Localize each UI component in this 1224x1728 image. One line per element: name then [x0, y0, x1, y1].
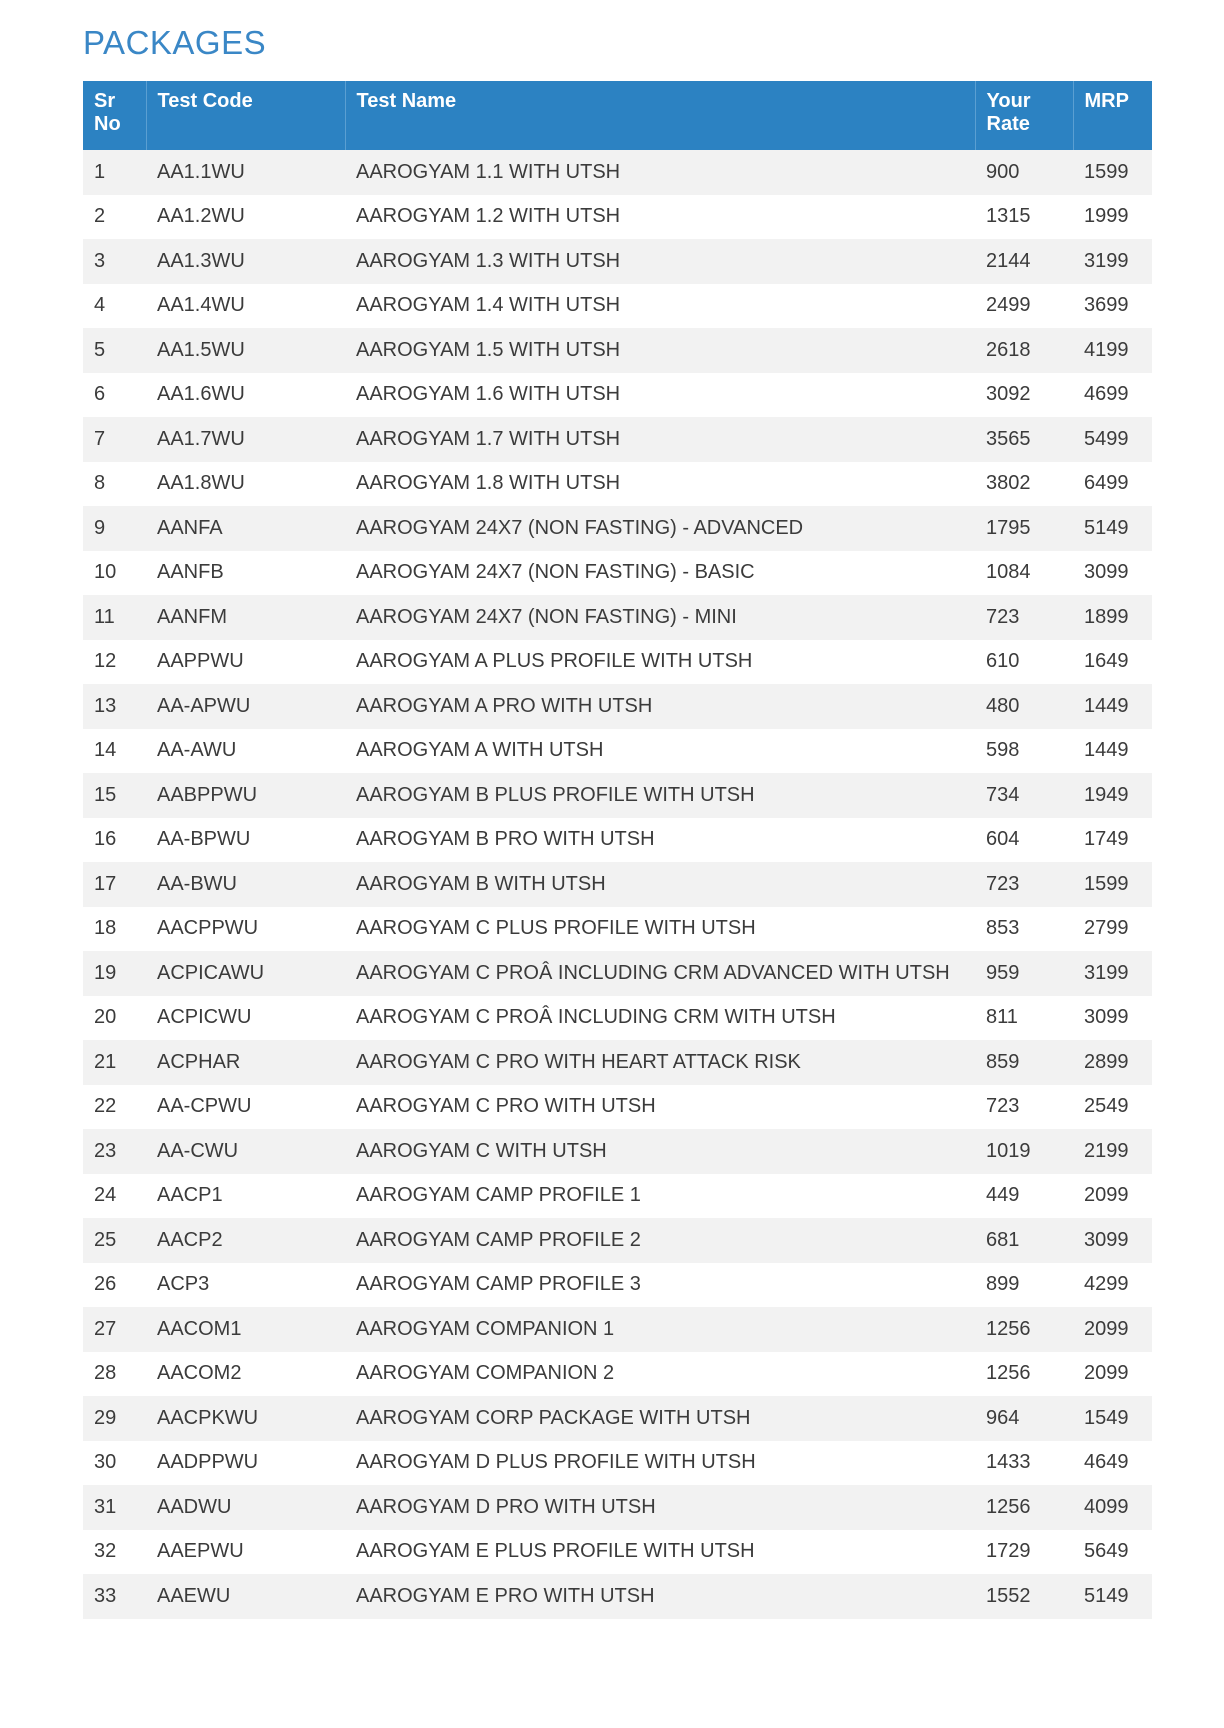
cell-test-code: AACP1 [146, 1174, 345, 1219]
table-header [83, 81, 1152, 150]
cell-test-code: AAEWU [146, 1574, 345, 1619]
table-row [83, 284, 1152, 329]
cell-mrp: 1999 [1073, 195, 1152, 240]
cell-your-rate: 3092 [975, 373, 1073, 418]
cell-sr-no: 10 [83, 551, 146, 596]
cell-test-code: AACPKWU [146, 1396, 345, 1441]
cell-mrp: 4299 [1073, 1263, 1152, 1308]
table-row [83, 729, 1152, 774]
cell-your-rate: 2618 [975, 328, 1073, 373]
header-your-rate-label: Your Rate [986, 90, 1031, 135]
table-row [83, 462, 1152, 507]
table-row [83, 640, 1152, 685]
cell-mrp: 2549 [1073, 1085, 1152, 1130]
cell-test-code: AAEPWU [146, 1530, 345, 1575]
cell-test-code: AANFM [146, 595, 345, 640]
cell-your-rate: 723 [975, 595, 1073, 640]
cell-sr-no: 30 [83, 1441, 146, 1486]
cell-test-code: AA1.1WU [146, 150, 345, 195]
cell-test-name: AAROGYAM CAMP PROFILE 2 [345, 1218, 975, 1263]
cell-mrp: 2199 [1073, 1129, 1152, 1174]
cell-mrp: 5499 [1073, 417, 1152, 462]
cell-mrp: 3199 [1073, 951, 1152, 996]
cell-your-rate: 1315 [975, 195, 1073, 240]
cell-your-rate: 3565 [975, 417, 1073, 462]
cell-mrp: 1599 [1073, 862, 1152, 907]
cell-test-name: AAROGYAM C PRO WITH HEART ATTACK RISK [345, 1040, 975, 1085]
cell-test-code: ACP3 [146, 1263, 345, 1308]
table-row [83, 551, 1152, 596]
cell-mrp: 2799 [1073, 907, 1152, 952]
cell-test-name: AAROGYAM A PRO WITH UTSH [345, 684, 975, 729]
table-row [83, 195, 1152, 240]
cell-mrp: 3099 [1073, 551, 1152, 596]
cell-your-rate: 1256 [975, 1352, 1073, 1397]
cell-test-code: ACPICAWU [146, 951, 345, 996]
cell-test-code: AA-AWU [146, 729, 345, 774]
cell-sr-no: 8 [83, 462, 146, 507]
table-row [83, 239, 1152, 284]
cell-test-code: AA-CWU [146, 1129, 345, 1174]
cell-your-rate: 1019 [975, 1129, 1073, 1174]
cell-your-rate: 480 [975, 684, 1073, 729]
cell-test-name: AAROGYAM COMPANION 1 [345, 1307, 975, 1352]
table-row [83, 1263, 1152, 1308]
cell-test-name: AAROGYAM C PLUS PROFILE WITH UTSH [345, 907, 975, 952]
header-test-code-label: Test Code [157, 90, 253, 112]
table-row [83, 684, 1152, 729]
cell-mrp: 4649 [1073, 1441, 1152, 1486]
cell-your-rate: 723 [975, 1085, 1073, 1130]
cell-test-code: AADWU [146, 1485, 345, 1530]
cell-test-code: AA1.3WU [146, 239, 345, 284]
cell-sr-no: 28 [83, 1352, 146, 1397]
cell-mrp: 1549 [1073, 1396, 1152, 1441]
cell-test-code: AABPPWU [146, 773, 345, 818]
cell-sr-no: 2 [83, 195, 146, 240]
cell-sr-no: 11 [83, 595, 146, 640]
cell-test-name: AAROGYAM 1.2 WITH UTSH [345, 195, 975, 240]
cell-sr-no: 16 [83, 818, 146, 863]
cell-test-name: AAROGYAM E PRO WITH UTSH [345, 1574, 975, 1619]
table-row [83, 1485, 1152, 1530]
cell-test-name: AAROGYAM 1.5 WITH UTSH [345, 328, 975, 373]
cell-your-rate: 610 [975, 640, 1073, 685]
cell-test-code: AA1.4WU [146, 284, 345, 329]
header-sr-no-label: Sr No [94, 90, 121, 135]
cell-test-name: AAROGYAM 1.4 WITH UTSH [345, 284, 975, 329]
cell-test-name: AAROGYAM CAMP PROFILE 3 [345, 1263, 975, 1308]
page-title: PACKAGES [83, 24, 267, 61]
cell-test-code: AA1.5WU [146, 328, 345, 373]
cell-test-name: AAROGYAM 1.1 WITH UTSH [345, 150, 975, 195]
cell-test-code: AA-BPWU [146, 818, 345, 863]
cell-mrp: 1449 [1073, 729, 1152, 774]
table-body [83, 150, 1152, 1619]
cell-test-name: AAROGYAM B PLUS PROFILE WITH UTSH [345, 773, 975, 818]
cell-your-rate: 859 [975, 1040, 1073, 1085]
cell-mrp: 4199 [1073, 328, 1152, 373]
cell-test-name: AAROGYAM 1.8 WITH UTSH [345, 462, 975, 507]
cell-sr-no: 21 [83, 1040, 146, 1085]
cell-your-rate: 3802 [975, 462, 1073, 507]
cell-test-code: AA-BWU [146, 862, 345, 907]
cell-mrp: 3099 [1073, 996, 1152, 1041]
cell-mrp: 5649 [1073, 1530, 1152, 1575]
cell-test-name: AAROGYAM 24X7 (NON FASTING) - MINI [345, 595, 975, 640]
cell-test-code: AANFB [146, 551, 345, 596]
cell-your-rate: 2499 [975, 284, 1073, 329]
cell-sr-no: 25 [83, 1218, 146, 1263]
cell-test-code: AA1.6WU [146, 373, 345, 418]
cell-mrp: 2099 [1073, 1307, 1152, 1352]
cell-test-name: AAROGYAM D PRO WITH UTSH [345, 1485, 975, 1530]
cell-test-code: AACPPWU [146, 907, 345, 952]
table-row [83, 862, 1152, 907]
cell-test-name: AAROGYAM CAMP PROFILE 1 [345, 1174, 975, 1219]
cell-mrp: 3099 [1073, 1218, 1152, 1263]
table-row [83, 1352, 1152, 1397]
cell-your-rate: 598 [975, 729, 1073, 774]
table-row [83, 1218, 1152, 1263]
cell-mrp: 1449 [1073, 684, 1152, 729]
cell-sr-no: 13 [83, 684, 146, 729]
header-mrp [1073, 81, 1152, 150]
table-row [83, 417, 1152, 462]
cell-your-rate: 1256 [975, 1485, 1073, 1530]
header-test-name-label: Test Name [356, 90, 457, 112]
cell-mrp: 1899 [1073, 595, 1152, 640]
cell-sr-no: 17 [83, 862, 146, 907]
cell-your-rate: 604 [975, 818, 1073, 863]
table-row [83, 996, 1152, 1041]
cell-sr-no: 33 [83, 1574, 146, 1619]
cell-sr-no: 20 [83, 996, 146, 1041]
cell-sr-no: 18 [83, 907, 146, 952]
table-row [83, 1530, 1152, 1575]
table-row [83, 907, 1152, 952]
table-row [83, 1307, 1152, 1352]
cell-mrp: 2899 [1073, 1040, 1152, 1085]
cell-sr-no: 23 [83, 1129, 146, 1174]
table-row [83, 150, 1152, 195]
cell-your-rate: 1729 [975, 1530, 1073, 1575]
cell-mrp: 1949 [1073, 773, 1152, 818]
cell-your-rate: 449 [975, 1174, 1073, 1219]
cell-sr-no: 9 [83, 506, 146, 551]
table-row [83, 1396, 1152, 1441]
cell-mrp: 6499 [1073, 462, 1152, 507]
cell-your-rate: 681 [975, 1218, 1073, 1263]
cell-test-name: AAROGYAM CORP PACKAGE WITH UTSH [345, 1396, 975, 1441]
header-test-code [146, 81, 345, 150]
cell-mrp: 1649 [1073, 640, 1152, 685]
cell-test-name: AAROGYAM E PLUS PROFILE WITH UTSH [345, 1530, 975, 1575]
table-row [83, 1085, 1152, 1130]
cell-test-code: AAPPWU [146, 640, 345, 685]
cell-sr-no: 6 [83, 373, 146, 418]
cell-test-code: AANFA [146, 506, 345, 551]
cell-test-name: AAROGYAM C PROÂ INCLUDING CRM WITH UTSH [345, 996, 975, 1041]
cell-test-name: AAROGYAM 1.3 WITH UTSH [345, 239, 975, 284]
cell-sr-no: 12 [83, 640, 146, 685]
cell-sr-no: 14 [83, 729, 146, 774]
cell-sr-no: 3 [83, 239, 146, 284]
header-sr-no [83, 81, 146, 150]
cell-test-name: AAROGYAM 24X7 (NON FASTING) - BASIC [345, 551, 975, 596]
table-row [83, 951, 1152, 996]
cell-sr-no: 1 [83, 150, 146, 195]
cell-test-code: AACP2 [146, 1218, 345, 1263]
cell-test-code: AACOM1 [146, 1307, 345, 1352]
table-row [83, 1174, 1152, 1219]
cell-mrp: 4099 [1073, 1485, 1152, 1530]
table-row [83, 818, 1152, 863]
cell-sr-no: 27 [83, 1307, 146, 1352]
cell-test-name: AAROGYAM C WITH UTSH [345, 1129, 975, 1174]
header-test-name [345, 81, 975, 150]
cell-test-name: AAROGYAM A WITH UTSH [345, 729, 975, 774]
cell-test-name: AAROGYAM 1.6 WITH UTSH [345, 373, 975, 418]
cell-your-rate: 900 [975, 150, 1073, 195]
cell-sr-no: 4 [83, 284, 146, 329]
header-your-rate [975, 81, 1073, 150]
cell-mrp: 4699 [1073, 373, 1152, 418]
cell-sr-no: 29 [83, 1396, 146, 1441]
cell-test-code: AA1.7WU [146, 417, 345, 462]
cell-sr-no: 22 [83, 1085, 146, 1130]
packages-table [83, 81, 1152, 1619]
cell-sr-no: 32 [83, 1530, 146, 1575]
cell-sr-no: 5 [83, 328, 146, 373]
cell-sr-no: 19 [83, 951, 146, 996]
cell-your-rate: 1256 [975, 1307, 1073, 1352]
cell-mrp: 1599 [1073, 150, 1152, 195]
cell-your-rate: 811 [975, 996, 1073, 1041]
cell-test-name: AAROGYAM 1.7 WITH UTSH [345, 417, 975, 462]
cell-test-name: AAROGYAM 24X7 (NON FASTING) - ADVANCED [345, 506, 975, 551]
table-row [83, 773, 1152, 818]
cell-your-rate: 734 [975, 773, 1073, 818]
table-row [83, 1040, 1152, 1085]
cell-sr-no: 26 [83, 1263, 146, 1308]
cell-mrp: 1749 [1073, 818, 1152, 863]
cell-test-code: AA-CPWU [146, 1085, 345, 1130]
cell-test-name: AAROGYAM D PLUS PROFILE WITH UTSH [345, 1441, 975, 1486]
table-row [83, 328, 1152, 373]
cell-mrp: 3199 [1073, 239, 1152, 284]
cell-test-name: AAROGYAM C PROÂ INCLUDING CRM ADVANCED WITH UTSH [345, 951, 975, 996]
cell-sr-no: 15 [83, 773, 146, 818]
cell-sr-no: 24 [83, 1174, 146, 1219]
cell-your-rate: 1552 [975, 1574, 1073, 1619]
cell-test-name: AAROGYAM A PLUS PROFILE WITH UTSH [345, 640, 975, 685]
table-row [83, 1129, 1152, 1174]
cell-sr-no: 31 [83, 1485, 146, 1530]
cell-test-name: AAROGYAM B WITH UTSH [345, 862, 975, 907]
cell-your-rate: 959 [975, 951, 1073, 996]
cell-sr-no: 7 [83, 417, 146, 462]
cell-mrp: 5149 [1073, 506, 1152, 551]
cell-test-code: AADPPWU [146, 1441, 345, 1486]
cell-your-rate: 1433 [975, 1441, 1073, 1486]
cell-your-rate: 1084 [975, 551, 1073, 596]
cell-your-rate: 2144 [975, 239, 1073, 284]
table-row [83, 1574, 1152, 1619]
cell-test-name: AAROGYAM C PRO WITH UTSH [345, 1085, 975, 1130]
header-mrp-label: MRP [1084, 90, 1129, 112]
cell-test-code: AA-APWU [146, 684, 345, 729]
cell-test-name: AAROGYAM B PRO WITH UTSH [345, 818, 975, 863]
cell-your-rate: 1795 [975, 506, 1073, 551]
cell-test-code: AA1.8WU [146, 462, 345, 507]
cell-test-code: AA1.2WU [146, 195, 345, 240]
cell-mrp: 5149 [1073, 1574, 1152, 1619]
cell-mrp: 2099 [1073, 1174, 1152, 1219]
cell-test-code: ACPHAR [146, 1040, 345, 1085]
table-row [83, 373, 1152, 418]
cell-your-rate: 899 [975, 1263, 1073, 1308]
cell-mrp: 3699 [1073, 284, 1152, 329]
header-row [83, 81, 1152, 150]
cell-test-name: AAROGYAM COMPANION 2 [345, 1352, 975, 1397]
cell-your-rate: 964 [975, 1396, 1073, 1441]
cell-your-rate: 853 [975, 907, 1073, 952]
cell-your-rate: 723 [975, 862, 1073, 907]
cell-mrp: 2099 [1073, 1352, 1152, 1397]
table-row [83, 1441, 1152, 1486]
cell-test-code: AACOM2 [146, 1352, 345, 1397]
table-row [83, 506, 1152, 551]
cell-test-code: ACPICWU [146, 996, 345, 1041]
table-row [83, 595, 1152, 640]
